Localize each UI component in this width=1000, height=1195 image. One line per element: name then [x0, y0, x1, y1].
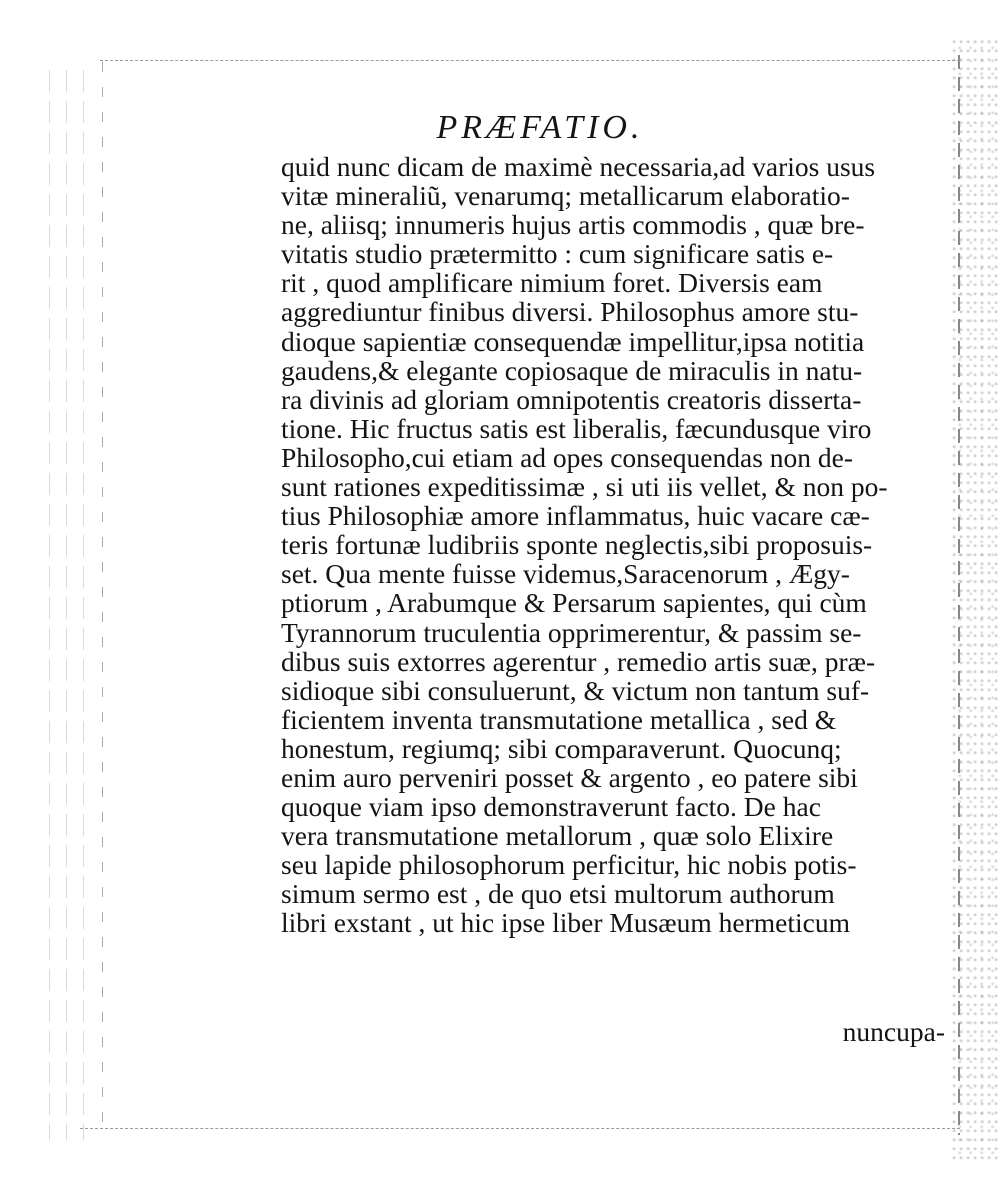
text-line: aggrediuntur finibus diversi. Philosophus amore stu- — [281, 296, 859, 328]
catchword: nuncupa- — [842, 1016, 945, 1047]
text-line: Philosopho,cui etiam ad opes consequendas non de- — [281, 441, 854, 473]
text-line: dioque sapientiæ consequendæ impellitur,ipsa notitia — [281, 325, 865, 357]
text-line: honestum, regiumq; sibi comparaverunt. Quocunq; — [281, 732, 842, 764]
text-line: simum sermo est , de quo etsi multorum authorum — [281, 878, 835, 910]
text-line: rit , quod amplificare nimium foret. Diversis eam — [281, 267, 823, 299]
right-page-edge — [958, 55, 960, 1135]
text-line: vitatis studio prætermitto : cum significare satis e- — [281, 238, 834, 270]
left-gutter-scan-noise — [40, 70, 100, 1140]
text-line: vera transmutatione metallorum , quæ solo Elixire — [281, 820, 834, 852]
left-page-edge — [102, 62, 103, 1132]
text-line: libri exstant , ut hic ipse liber Musæum hermeticum — [281, 907, 851, 939]
text-line: tione. Hic fructus satis est liberalis, fæcundusque viro — [281, 412, 872, 444]
text-line: dibus suis extorres agerentur , remedio artis suæ, præ- — [281, 645, 876, 677]
bottom-scan-border — [80, 1128, 960, 1129]
top-scan-border — [100, 60, 960, 61]
text-line: sunt rationes expeditissimæ , si uti iis vellet, & non po- — [281, 471, 888, 503]
text-line: tius Philosophiæ amore inflammatus, huic vacare cæ- — [281, 500, 870, 532]
text-line: ficientem inventa transmutatione metallica , sed & — [281, 703, 837, 735]
running-head: PRÆFATIO. — [436, 109, 644, 146]
text-line: enim auro perveniri posset & argento , eo patere sibi — [281, 761, 858, 793]
text-line: quoque viam ipso demonstraverunt facto. De hac — [281, 791, 821, 823]
text-line: Tyrannorum truculentia opprimerentur, & passim se- — [281, 616, 862, 648]
body-text — [281, 152, 957, 938]
text-line: sidioque sibi consuluerunt, & victum non tantum suf- — [281, 674, 870, 706]
text-line: quid nunc dicam de maximè necessaria,ad varios usus — [281, 151, 876, 182]
text-line: ptiorum , Arabumque & Persarum sapientes, qui cùm — [281, 587, 867, 619]
text-line: gaudens,& elegante copiosaque de miraculis in natu- — [281, 354, 863, 386]
text-line: ra divinis ad gloriam omnipotentis creatoris disserta- — [281, 383, 862, 415]
text-line: set. Qua mente fuisse videmus,Saracenorum , Ægy- — [281, 558, 850, 590]
text-line: vitæ mineraliũ, venarumq; metallicarum elaboratio- — [281, 180, 850, 212]
text-line: seu lapide philosophorum perficitur, hic nobis potis- — [281, 849, 857, 881]
text-line: ne, aliisq; innumeris hujus artis commodis , quæ bre- — [281, 209, 865, 241]
text-line: teris fortunæ ludibriis sponte neglectis,sibi proposuis- — [281, 529, 873, 561]
